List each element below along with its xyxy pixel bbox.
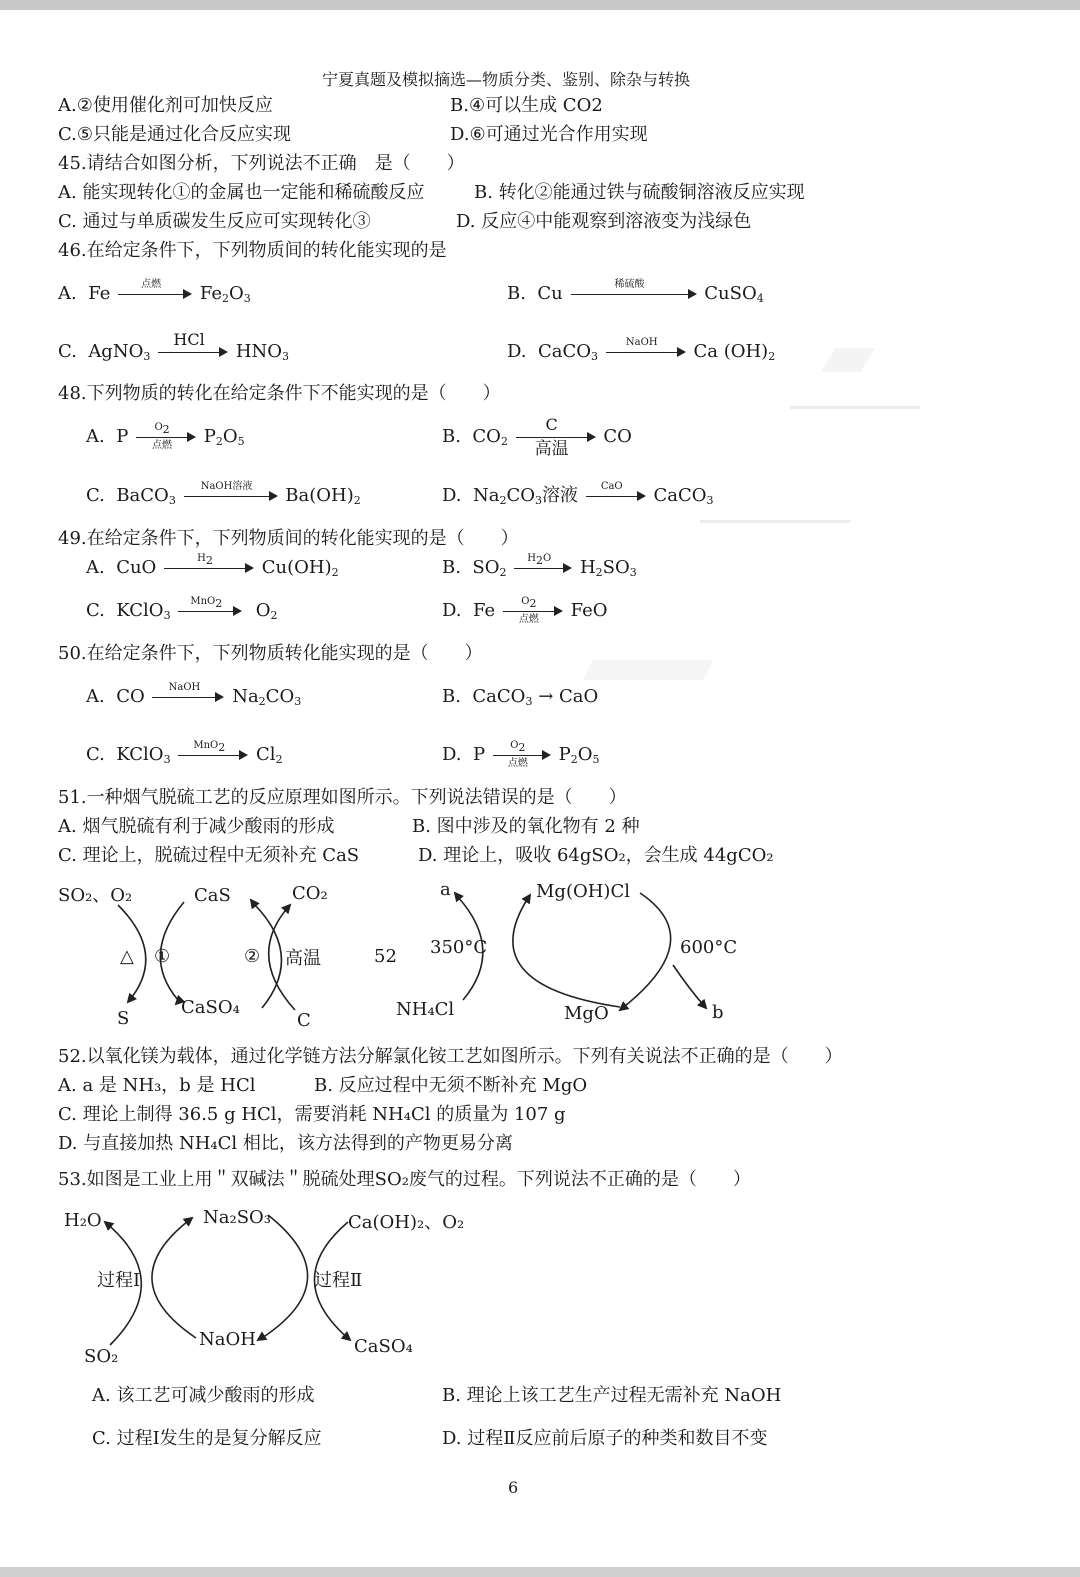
- page-number: 6: [508, 1478, 519, 1497]
- reactant: CaCO$_3$: [472, 686, 533, 708]
- q51-option-b: B. 图中涉及的氧化物有 2 种: [412, 816, 640, 837]
- reactant: BaCO$_3$: [116, 485, 176, 507]
- arrow-condition-top: $O_2$: [521, 596, 537, 610]
- q45-option-c: C. 通过与单质碳发生反应可实现转化③: [58, 211, 371, 232]
- option-label: B.: [507, 283, 526, 304]
- q46-stem: 46.在给定条件下，下列物质间的转化能实现的是: [58, 240, 447, 261]
- diag52-label: 52: [374, 946, 397, 967]
- diag51-step2: ②: [244, 946, 261, 967]
- q53-option-b: B. 理论上该工艺生产过程无需补充 NaOH: [442, 1385, 782, 1406]
- diag51-co2: CO₂: [292, 883, 328, 904]
- arrow-condition: 稀硫酸: [614, 279, 645, 290]
- q50-stem: 50.在给定条件下，下列物质转化能实现的是（ ）: [58, 643, 483, 664]
- q44-option-d: D.⑥可通过光合作用实现: [450, 124, 648, 145]
- option-label: B.: [442, 686, 461, 707]
- reactant: Cu: [537, 283, 563, 304]
- diag53-caso4: CaSO₄: [354, 1336, 413, 1357]
- reaction-arrow: →: [538, 686, 554, 707]
- product: $O_2$: [255, 600, 278, 622]
- option-label: A.: [86, 557, 105, 578]
- diag53-na2so3: Na₂SO₃: [203, 1207, 272, 1228]
- diag51-caso4: CaSO₄: [181, 997, 240, 1018]
- diag52-a: a: [440, 879, 451, 900]
- q52-option-a: A. a 是 NH₃，b 是 HCl: [58, 1075, 256, 1096]
- option-label: A.: [86, 426, 105, 447]
- q52-option-b: B. 反应过程中无须不断补充 MgO: [314, 1075, 588, 1096]
- product: CO: [603, 426, 632, 447]
- q44-option-c: C.⑤只能是通过化合反应实现: [58, 124, 291, 145]
- diag53-naoh: NaOH: [199, 1329, 256, 1350]
- q52-option-d: D. 与直接加热 NH₄Cl 相比，该方法得到的产物更易分离: [58, 1133, 513, 1154]
- q52-option-c: C. 理论上制得 36.5 g HCl，需要消耗 NH₄Cl 的质量为 107 g: [58, 1104, 566, 1125]
- product: CaO: [559, 686, 599, 707]
- option-label: C.: [58, 341, 77, 362]
- reactant: CO: [116, 686, 145, 707]
- q48-stem: 48.下列物质的转化在给定条件下不能实现的是（ ）: [58, 383, 501, 404]
- diag51-high-temp: 高温: [285, 948, 321, 969]
- arrow-condition-bottom: 高温: [534, 439, 569, 459]
- diag52-b: b: [712, 1002, 724, 1023]
- option-label: D.: [507, 341, 527, 362]
- q45-stem: 45.请结合如图分析，下列说法不正确 是（ ）: [58, 153, 465, 174]
- q53-option-c: C. 过程Ⅰ发生的是复分解反应: [92, 1428, 322, 1449]
- diag52-mgo: MgO: [564, 1003, 609, 1024]
- product: $P_2O_5$: [558, 744, 600, 766]
- q51-stem: 51.一种烟气脱硫工艺的反应原理如图所示。下列说法错误的是（ ）: [58, 787, 627, 808]
- q44-option-a: A.②使用催化剂可加快反应: [58, 95, 273, 116]
- product: $Fe_2O_3$: [199, 283, 251, 305]
- product: Ca $(OH)_2$: [693, 341, 776, 363]
- q44-option-b: B.④可以生成 CO2: [450, 95, 603, 116]
- arrow-to-b: [673, 965, 706, 1008]
- q52-stem: 52.以氧化镁为载体，通过化学链方法分解氯化铵工艺如图所示。下列有关说法不正确的是（ ）: [58, 1046, 843, 1067]
- product: $P_2O_5$: [203, 426, 245, 448]
- option-label: C.: [86, 744, 105, 765]
- diag53-h2o: H₂O: [64, 1210, 102, 1231]
- diag52-600c: 600°C: [680, 937, 738, 958]
- q51-option-d: D. 理论上，吸收 64gSO₂，会生成 44gCO₂: [418, 845, 774, 866]
- q45-option-d: D. 反应④中能观察到溶液变为浅绿色: [456, 211, 752, 232]
- arrow-condition-top: $O_2$: [510, 740, 526, 754]
- arrow-condition-top: $O_2$: [154, 422, 170, 436]
- option-label: B.: [442, 557, 461, 578]
- q45-option-b: B. 转化②能通过铁与硫酸铜溶液反应实现: [474, 182, 805, 203]
- diag51-s: S: [117, 1008, 130, 1029]
- q53-option-a: A. 该工艺可减少酸雨的形成: [92, 1385, 315, 1406]
- arrow-condition-bottom: 点燃: [507, 758, 528, 769]
- option-label: A.: [58, 283, 77, 304]
- reactant: CuO: [116, 557, 157, 578]
- q53-option-d: D. 过程Ⅱ反应前后原子的种类和数目不变: [442, 1428, 768, 1449]
- reactant: P: [116, 426, 129, 447]
- diag51-delta: △: [120, 946, 134, 967]
- arrow-condition: 点燃: [141, 279, 162, 290]
- product: $HNO_3$: [235, 341, 290, 363]
- q49-stem: 49.在给定条件下，下列物质间的转化能实现的是（ ）: [58, 528, 519, 549]
- diag53-process-1: 过程Ⅰ: [97, 1270, 141, 1291]
- bottom-edge: [0, 1567, 1080, 1577]
- product: CuSO$_4$: [704, 283, 764, 305]
- product: $Ba(OH)_2$: [285, 485, 361, 507]
- arrow-condition-bottom: 点燃: [152, 440, 173, 451]
- product: FeO: [570, 600, 608, 621]
- reactant: Fe: [472, 600, 496, 621]
- diag51-cas: CaS: [194, 885, 231, 906]
- product: $Cl_2$: [256, 744, 283, 766]
- diag52-mgohcl: Mg(OH)Cl: [536, 881, 630, 902]
- arrow-condition: $H_2$: [197, 553, 213, 567]
- reactant: P: [472, 744, 486, 765]
- product: CaCO$_3$: [653, 485, 714, 507]
- reactant: AgNO$_3$: [88, 341, 151, 363]
- option-label: C.: [86, 485, 105, 506]
- product: $Cu(OH)_2$: [261, 557, 339, 579]
- reactant: KClO$_3$: [116, 600, 171, 622]
- arrow-condition-bottom: 点燃: [518, 614, 539, 625]
- diag51-step1: ①: [154, 946, 171, 967]
- arrow-naoh-to-na2so3: [152, 1218, 196, 1338]
- diag53-caoh2-o2: Ca(OH)₂、O₂: [348, 1212, 465, 1233]
- q51-option-a: A. 烟气脱硫有利于减少酸雨的形成: [58, 816, 335, 837]
- page-header: 宁夏真题及模拟摘选—物质分类、鉴别、除杂与转换: [322, 70, 691, 89]
- reactant: $CO_2$: [472, 426, 508, 448]
- arrow-condition: CaO: [600, 481, 623, 492]
- option-label: D.: [442, 485, 462, 506]
- diag51-so2-o2: SO₂、O₂: [58, 885, 133, 906]
- q45-option-a: A. 能实现转化①的金属也一定能和稀硫酸反应: [58, 182, 425, 203]
- diag51-c: C: [297, 1010, 311, 1031]
- option-label: C.: [86, 600, 105, 621]
- product: $Na_2CO_3$: [232, 686, 302, 708]
- product: $H_2SO_3$: [579, 557, 637, 579]
- q51-option-c: C. 理论上，脱硫过程中无须补充 CaS: [58, 845, 360, 866]
- arrow-condition: $H_2O$: [527, 553, 552, 567]
- reactant: CaCO$_3$: [537, 341, 599, 363]
- reactant: $Na_2CO_3$溶液: [472, 485, 578, 507]
- diag52-nh4cl: NH₄Cl: [396, 999, 455, 1020]
- reactant: $SO_2$: [472, 557, 507, 579]
- reactant: KClO$_3$: [116, 744, 171, 766]
- arrow-mgohcl-to-mgo: [620, 893, 671, 1010]
- option-label: D.: [442, 744, 462, 765]
- option-label: A.: [86, 686, 105, 707]
- arrow-mgo-to-mgohcl: [513, 895, 620, 1007]
- arrow-condition: NaOH: [625, 337, 658, 348]
- arrow-condition: MnO$_2$: [190, 596, 223, 610]
- diag53-so2: SO₂: [84, 1346, 119, 1367]
- arrow-condition: NaOH溶液: [200, 481, 253, 492]
- reactant: Fe: [88, 283, 111, 304]
- arrow-condition: HCl: [173, 330, 205, 349]
- q53-stem: 53.如图是工业上用＂双碱法＂脱硫处理SO₂废气的过程。下列说法不正确的是（ ）: [58, 1169, 751, 1190]
- arrow-condition-top: C: [545, 415, 558, 434]
- arrow-na2so3-to-naoh: [262, 1215, 308, 1338]
- arrow-condition: NaOH: [168, 682, 201, 693]
- option-label: D.: [442, 600, 462, 621]
- option-label: B.: [442, 426, 461, 447]
- arrow-condition: MnO$_2$: [193, 740, 226, 754]
- diag52-350c: 350°C: [430, 937, 488, 958]
- diag53-process-2: 过程Ⅱ: [314, 1270, 363, 1291]
